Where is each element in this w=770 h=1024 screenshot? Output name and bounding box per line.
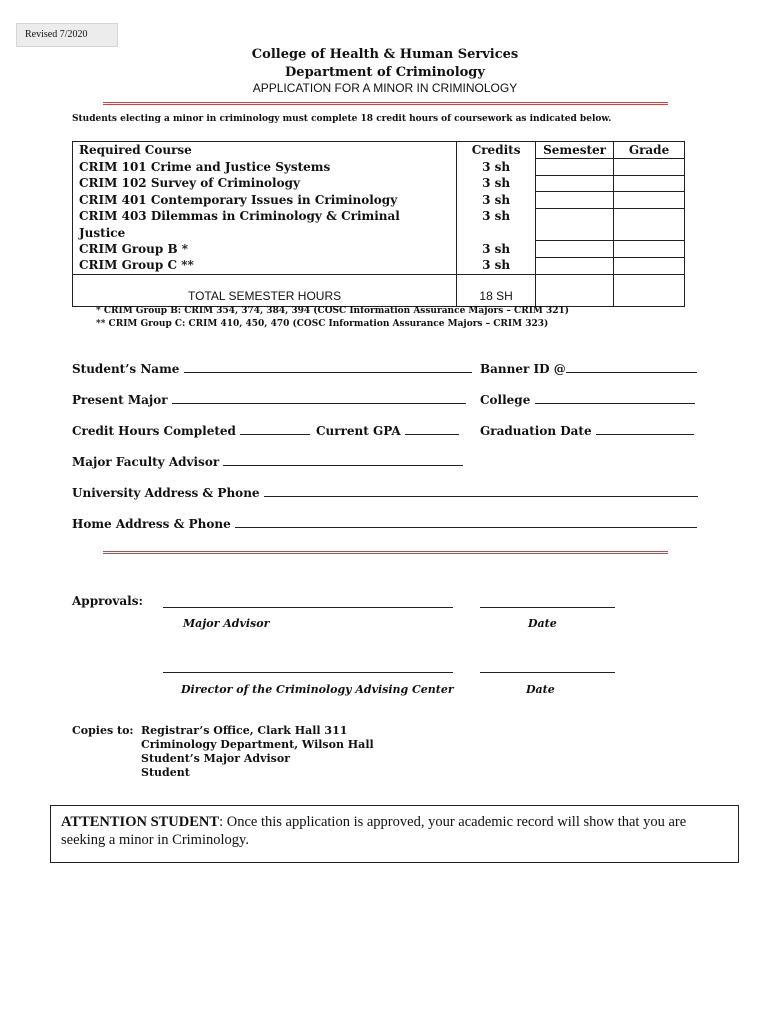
table-row: [73, 257, 685, 274]
date-label-2: Date: [526, 683, 555, 696]
date-line-1[interactable]: [480, 607, 615, 608]
present-major-field[interactable]: [72, 391, 466, 407]
course-credits: 3 sh: [457, 241, 536, 257]
course-credits: 3 sh: [457, 175, 536, 191]
home-address-label: Home Address & Phone: [72, 517, 231, 531]
table-row: [73, 175, 685, 191]
group-b-note: * CRIM Group B: CRIM 354, 374, 384, 394 (COSC Information Assurance Majors – CRIM 321): [96, 306, 570, 316]
course-credits: 3 sh: [457, 159, 536, 175]
course-credits: 3 sh: [457, 257, 536, 274]
semester-cell[interactable]: [536, 175, 614, 191]
col-header-grade: Grade: [614, 142, 685, 159]
table-row: [73, 241, 685, 257]
course-name: CRIM Group B *: [73, 241, 457, 257]
major-advisor-signature-line[interactable]: [163, 607, 453, 608]
student-name-line[interactable]: [184, 360, 472, 373]
group-c-note: ** CRIM Group C: CRIM 410, 450, 470 (COSC Information Assurance Majors – CRIM 323): [96, 319, 549, 329]
semester-cell[interactable]: [536, 192, 614, 208]
major-advisor-label: Major Advisor: [183, 617, 270, 630]
course-name: CRIM 403 Dilemmas in Criminology & Criminal Justice: [73, 208, 457, 241]
course-name: CRIM Group C **: [73, 257, 457, 274]
table-row: [73, 208, 685, 241]
department-heading: Department of Criminology: [285, 65, 485, 80]
course-credits: 3 sh: [457, 192, 536, 208]
total-grade-cell[interactable]: [614, 274, 685, 306]
semester-cell[interactable]: [536, 208, 614, 241]
faculty-advisor-line[interactable]: [223, 453, 463, 466]
total-semester-cell[interactable]: [536, 274, 614, 306]
attention-text: : Once this application is approved, your academic record will show that you are seeking a minor in Criminology.: [61, 814, 687, 848]
university-address-label: University Address & Phone: [72, 486, 260, 500]
grade-cell[interactable]: [614, 192, 685, 208]
divider-top: [103, 102, 668, 105]
home-address-field[interactable]: [72, 515, 697, 531]
graduation-date-label: Graduation Date: [480, 424, 592, 438]
copies-label: Copies to:: [72, 724, 134, 737]
university-address-line[interactable]: [264, 484, 698, 497]
grade-cell[interactable]: [614, 208, 685, 241]
revision-label: Revised 7/2020: [16, 23, 118, 47]
semester-cell[interactable]: [536, 159, 614, 175]
graduation-date-field[interactable]: [480, 422, 694, 438]
present-major-label: Present Major: [72, 393, 168, 407]
semester-cell[interactable]: [536, 241, 614, 257]
grade-cell[interactable]: [614, 241, 685, 257]
col-header-credits: Credits: [457, 142, 536, 159]
grade-cell[interactable]: [614, 159, 685, 175]
table-row: [73, 159, 685, 175]
college-label: College: [480, 393, 531, 407]
college-heading: College of Health & Human Services: [251, 47, 519, 62]
total-row: [73, 274, 685, 306]
current-gpa-label: Current GPA: [316, 424, 401, 438]
approvals-label: Approvals:: [72, 594, 143, 608]
copy-recipient: Criminology Department, Wilson Hall: [141, 738, 374, 751]
credit-hours-field[interactable]: [72, 422, 310, 438]
course-table: [72, 141, 685, 307]
course-name: CRIM 401 Contemporary Issues in Criminology: [73, 192, 457, 208]
date-line-2[interactable]: [480, 672, 615, 673]
present-major-line[interactable]: [172, 391, 466, 404]
faculty-advisor-label: Major Faculty Advisor: [72, 455, 220, 469]
course-name: CRIM 101 Crime and Justice Systems: [73, 159, 457, 175]
university-address-field[interactable]: [72, 484, 698, 500]
faculty-advisor-field[interactable]: [72, 453, 463, 469]
attention-label: ATTENTION STUDENT: [61, 814, 220, 830]
banner-id-field[interactable]: [480, 360, 697, 376]
banner-id-line[interactable]: [566, 360, 697, 373]
student-name-field[interactable]: [72, 360, 472, 376]
graduation-date-line[interactable]: [596, 422, 694, 435]
copy-recipient: Student: [141, 766, 190, 779]
copy-recipient: Student’s Major Advisor: [141, 752, 291, 765]
credit-hours-label: Credit Hours Completed: [72, 424, 236, 438]
college-line[interactable]: [535, 391, 695, 404]
copy-recipient: Registrar’s Office, Clark Hall 311: [141, 724, 348, 737]
banner-id-label: Banner ID @: [480, 362, 566, 376]
grade-cell[interactable]: [614, 175, 685, 191]
course-name: CRIM 102 Survey of Criminology: [73, 175, 457, 191]
director-label: Director of the Criminology Advising Center: [181, 683, 454, 696]
home-address-line[interactable]: [235, 515, 697, 528]
semester-cell[interactable]: [536, 257, 614, 274]
divider-bottom: [103, 551, 668, 554]
current-gpa-line[interactable]: [405, 422, 459, 435]
grade-cell[interactable]: [614, 257, 685, 274]
intro-text: Students electing a minor in criminology must complete 18 credit hours of coursework as indicated below.: [72, 114, 612, 124]
total-label: TOTAL SEMESTER HOURS: [73, 274, 457, 306]
total-credits: 18 SH: [457, 274, 536, 306]
college-field[interactable]: [480, 391, 695, 407]
col-header-semester: Semester: [536, 142, 614, 159]
director-signature-line[interactable]: [163, 672, 453, 673]
date-label-1: Date: [528, 617, 557, 630]
student-name-label: Student’s Name: [72, 362, 180, 376]
table-row: [73, 192, 685, 208]
credit-hours-line[interactable]: [240, 422, 310, 435]
attention-box: [50, 805, 739, 863]
col-header-course: Required Course: [73, 142, 457, 159]
form-title: APPLICATION FOR A MINOR IN CRIMINOLOGY: [252, 81, 518, 95]
course-credits: 3 sh: [457, 208, 536, 241]
current-gpa-field[interactable]: [316, 422, 459, 438]
